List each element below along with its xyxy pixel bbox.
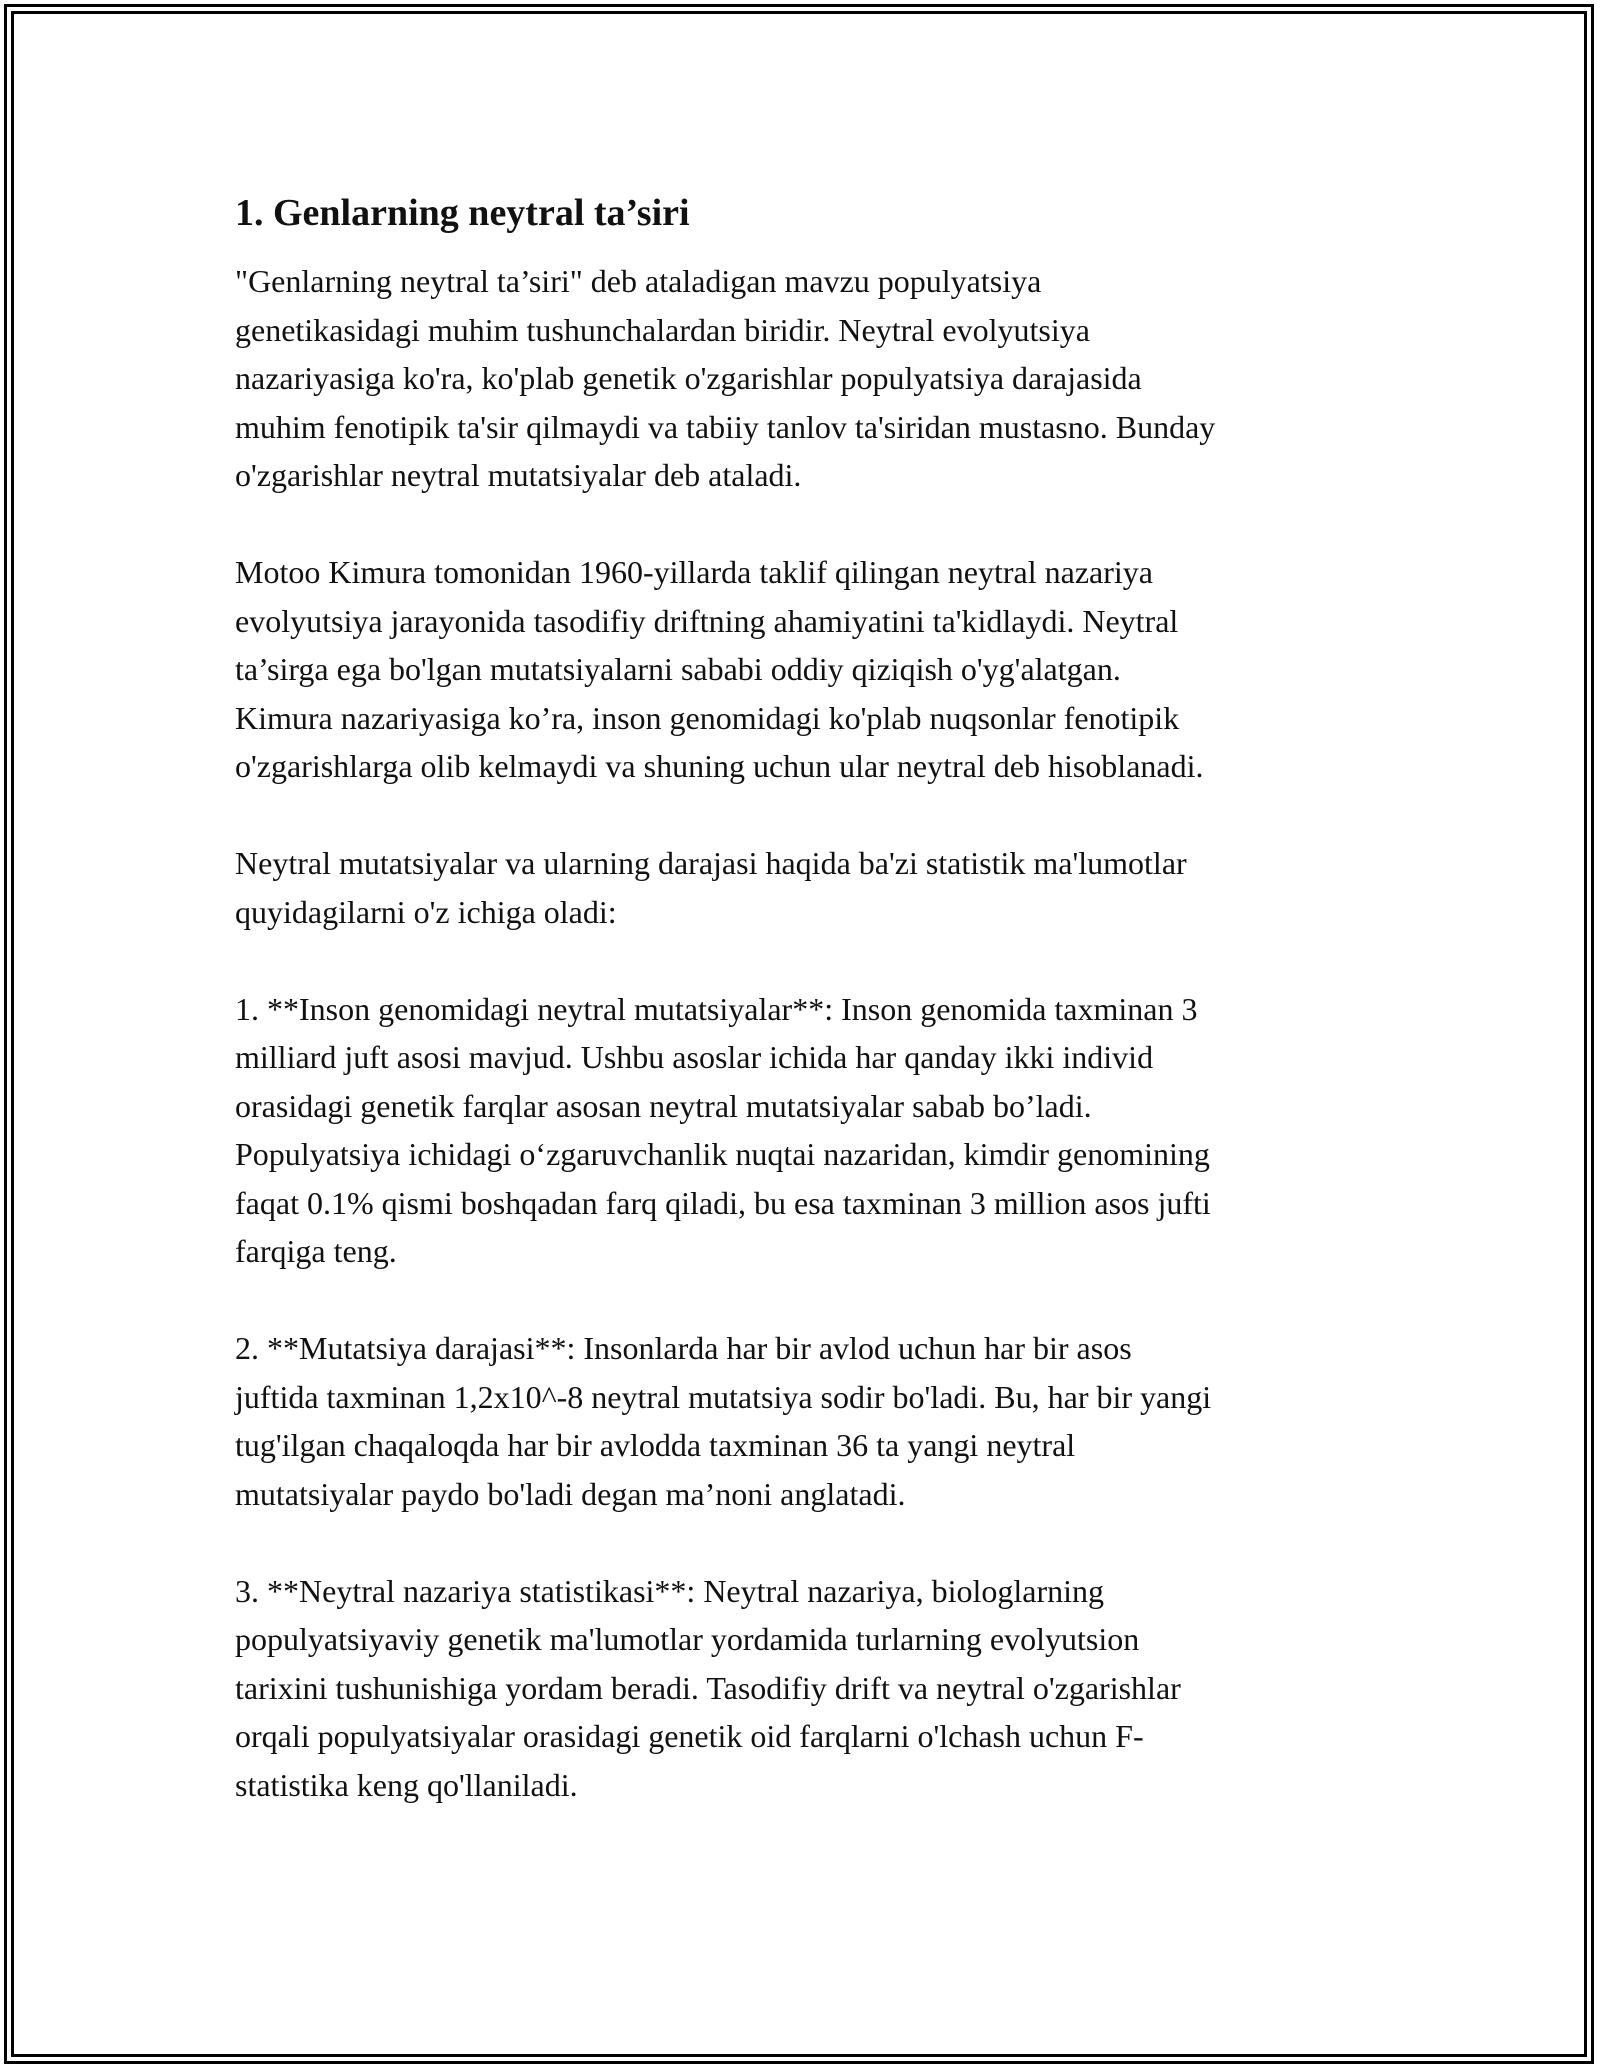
list-item-human-genome: 1. **Inson genomidagi neytral mutatsiyalar**: Inson genomida taxminan 3 milliard juft asosi mavjud. Ushbu asoslar ichida har qanday ikki individ orasidagi genetik farqlar asosan neytral mutatsiyalar sabab bo’ladi. Populyatsiya ichidagi o‘zgaruvchanlik nuqtai nazaridan, kimdir genomining faqat 0.1% qismi boshqadan farq qiladi, bu esa taxminan 3 million asos jufti farqiga teng. xyxy=(235,990,1211,1269)
document-body xyxy=(235,185,1365,1858)
list-item-mutation-rate: 2. **Mutatsiya darajasi**: Insonlarda har bir avlod uchun har bir asos juftida taxminan 1,2x10^-8 neytral mutatsiya sodir bo'ladi. Bu, har bir yangi tug'ilgan chaqaloqda har bir avlodda taxminan 36 ta yangi neytral mutatsiyalar paydo bo'ladi degan ma’noni anglatadi. xyxy=(235,1330,1212,1512)
document-title: 1. Genlarning neytral ta’siri xyxy=(235,192,690,234)
paragraph-statistics-intro: Neytral mutatsiyalar va ularning darajasi haqida ba'zi statistik ma'lumotlar quyidagilarni o'z ichiga oladi: xyxy=(235,845,1187,930)
paragraph-kimura: Motoo Kimura tomonidan 1960-yillarda taklif qilingan neytral nazariya evolyutsiya jarayonida tasodifiy driftning ahamiyatini ta'kidlaydi. Neytral ta’sirga ega bo'lgan mutatsiyalarni sababi oddiy qiziqish o'yg'alatgan. Kimura nazariyasiga ko’ra, inson genomidagi ko'plab nuqsonlar fenotipik o'zgarishlarga olib kelmaydi va shuning uchun ular neytral deb hisoblanadi. xyxy=(235,554,1204,784)
paragraph-intro: "Genlarning neytral ta’siri" deb ataladigan mavzu populyatsiya genetikasidagi muhim tushunchalardan biridir. Neytral evolyutsiya nazariyasiga ko'ra, ko'plab genetik o'zgarishlar populyatsiya darajasida muhim fenotipik ta'sir qilmaydi va tabiiy tanlov ta'siridan mustasno. Bunday o'zgarishlar neytral mutatsiyalar deb ataladi. xyxy=(235,263,1216,493)
list-item-neutral-theory-statistics: 3. **Neytral nazariya statistikasi**: Neytral nazariya, biologlarning populyatsiyaviy genetik ma'lumotlar yordamida turlarning evolyutsion tarixini tushunishiga yordam beradi. Tasodifiy drift va neytral o'zgarishlar orqali populyatsiyalar orasidagi genetik oid farqlarni o'lchash uchun F- statistika keng qo'llaniladi. xyxy=(235,1572,1181,1803)
